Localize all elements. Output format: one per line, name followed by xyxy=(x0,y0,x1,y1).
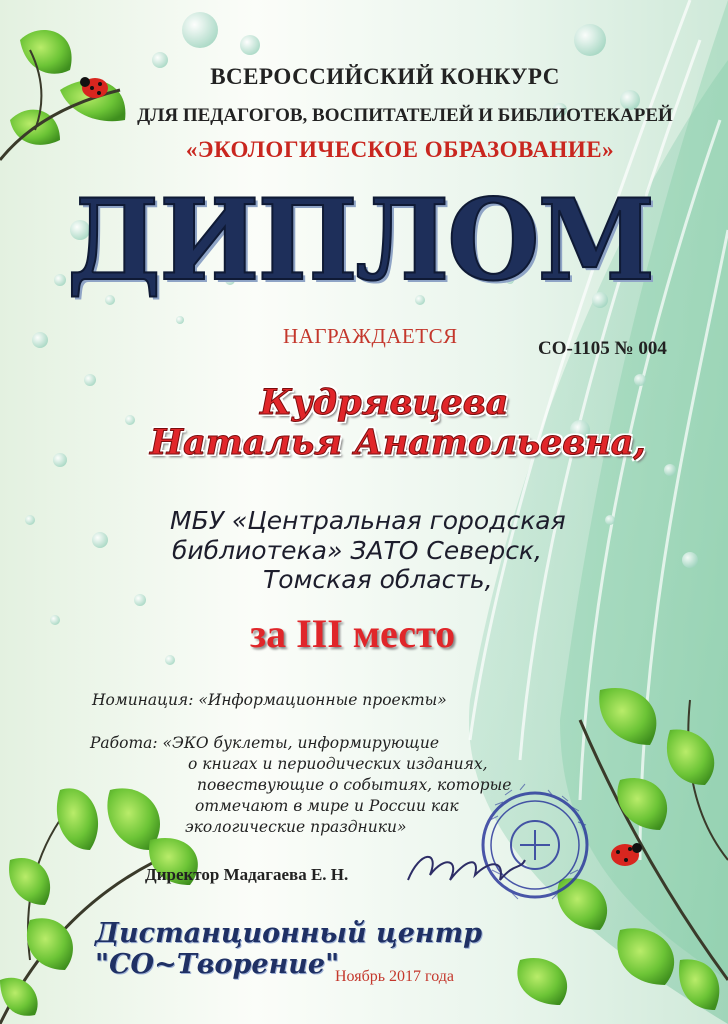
organization-line-1: МБУ «Центральная городская xyxy=(170,506,566,535)
nomination: Номинация: «Информационные проекты» xyxy=(92,691,447,709)
organization-line-3: Томская область, xyxy=(263,565,493,594)
organization-line-2: библиотека» ЗАТО Северск, xyxy=(172,536,542,565)
issue-date: Ноябрь 2017 года xyxy=(335,968,454,985)
work-line-2: о книгах и периодических изданиях, xyxy=(188,755,488,773)
contest-audience: ДЛЯ ПЕДАГОГОВ, ВОСПИТАТЕЛЕЙ И БИБЛИОТЕКАРЕЙ xyxy=(137,105,673,126)
organizer-name: Дистанционный центр "СО~Творение" xyxy=(95,918,483,980)
awarded-label: НАГРАЖДАЕТСЯ xyxy=(283,324,458,348)
work-line-4: отмечают в мире и России как xyxy=(195,797,459,815)
certificate-number: СО-1105 № 004 xyxy=(538,338,667,359)
director-signature-line: Директор Мадагаева Е. Н. xyxy=(145,865,349,884)
work-line-1: Работа: «ЭКО буклеты, информирующие xyxy=(90,734,440,752)
recipient-given-names: Наталья Анатольевна, xyxy=(150,422,646,463)
work-line-5: экологические праздники» xyxy=(185,818,407,836)
diploma-title: ДИПЛОМ xyxy=(67,173,653,306)
contest-heading: ВСЕРОССИЙСКИЙ КОНКУРС xyxy=(210,64,560,89)
recipient-surname: Кудрявцева xyxy=(260,382,509,423)
award-place: за III место xyxy=(250,611,456,656)
work-line-3: повествующие о событиях, которые xyxy=(197,776,512,794)
contest-theme: «ЭКОЛОГИЧЕСКОЕ ОБРАЗОВАНИЕ» xyxy=(185,137,615,162)
